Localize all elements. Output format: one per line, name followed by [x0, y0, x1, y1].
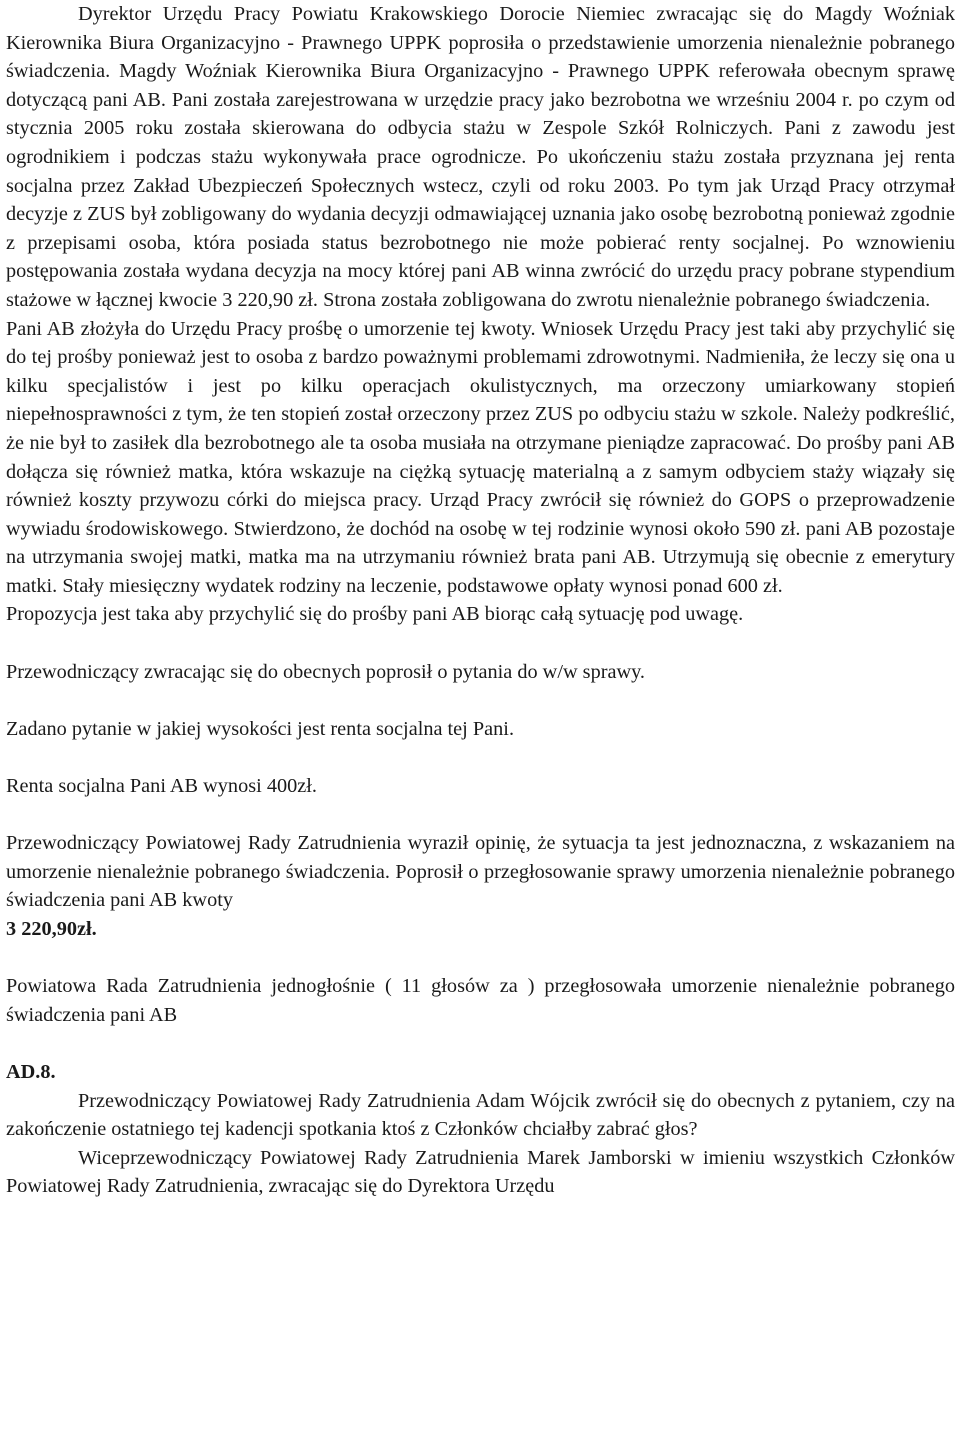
document-page — [6, 0, 955, 1201]
chairman-opinion-text: Przewodniczący Powiatowej Rady Zatrudnienia wyraził opinię, że sytuacja ta jest jednoznaczna, z wskazaniem na umorzenie nienależnie pobranego świadczenia. Poprosił o przegłosowanie sprawy umorzenia nienależnie pobranego świadczenia pani AB kwoty — [6, 832, 955, 912]
agenda-item-heading: AD.8. — [6, 1060, 56, 1083]
paragraph-proposal: Propozycja jest taka aby przychylić się do prośby pani AB biorąc całą sytuację pod uwagę. — [6, 603, 744, 626]
paragraph-spacer — [6, 686, 955, 715]
paragraph-spacer — [6, 743, 955, 772]
paragraph-spacer — [6, 944, 955, 973]
paragraph-vote-result: Powiatowa Rada Zatrudnienia jednogłośnie ( 11 głosów za ) przegłosowała umorzenie nienależnie pobranego świadczenia pani AB — [6, 975, 955, 1026]
paragraph-question-pension: Zadano pytanie w jakiej wysokości jest renta socjalna tej Pani. — [6, 717, 515, 740]
paragraph-director-request: Dyrektor Urzędu Pracy Powiatu Krakowskiego Dorocie Niemiec zwracając się do Magdy Woźniak Kierownika Biura Organizacyjno - Prawnego UPPK poprosiła o przedstawienie umorzenia nienależnie pobranego świadczenia. Magdy Woźniak Kierownika Biura Organizacyjno - Prawnego UPPK referowała obecnym sprawę dotyczącą pani AB. Pani została zarejestrowana w urzędzie pracy jako bezrobotna we wrześniu 2004 r. po czym od stycznia 2005 roku została skierowana do odbycia stażu w Zespole Szkół Rolniczych. Pani z zawodu jest ogrodnikiem i podczas stażu wykonywała prace ogrodnicze. Po ukończeniu stażu została przyznana jej renta socjalna przez Zakład Ubezpieczeń Społecznych wstecz, czyli od roku 2003. Po tym jak Urząd Pracy otrzymał decyzje z ZUS był zobligowany do wydania decyzji odmawiającej uznania jako osobę bezrobotną ponieważ zgodnie z przepisami osoba, która posiada status bezrobotnego nie może pobierać renty socjalnej. Po wznowieniu postępowania została wydana decyzja na mocy której pani AB winna zwrócić do urzędu pracy pobrane stypendium stażowe w łącznej kwocie 3 220,90 zł. Strona została zobligowana do zwrotu nienależnie pobranego świadczenia. — [6, 3, 955, 311]
paragraph-chairman-opinion — [6, 829, 955, 943]
paragraph-closing-question: Przewodniczący Powiatowej Rady Zatrudnienia Adam Wójcik zwrócił się do obecnych z pytaniem, czy na zakończenie ostatniego tej kadencji spotkania ktoś z Członków chciałby zabrać głos? — [6, 1089, 955, 1141]
paragraph-spacer — [6, 801, 955, 830]
paragraph-spacer — [6, 629, 955, 658]
paragraph-chairman-questions: Przewodniczący zwracając się do obecnych poprosił o pytania do w/w sprawy. — [6, 660, 646, 683]
paragraph-spacer — [6, 1029, 955, 1058]
paragraph-pension-amount: Renta socjalna Pani AB wynosi 400zł. — [6, 775, 317, 798]
paragraph-request-for-remission: Pani AB złożyła do Urzędu Pracy prośbę o umorzenie tej kwoty. Wniosek Urzędu Pracy jest taki aby przychylić się do tej prośby ponieważ jest to osoba z bardzo poważnymi problemami zdrowotnymi. Nadmieniła, że leczy się ona u kilku specjalistów i jest po kilku operacjach okulistycznych, ma orzeczony umiarkowany stopień niepełnosprawności z tym, że ten stopień został orzeczony przez ZUS po odbyciu stażu w szkole. Należy podkreślić, że nie był to zasiłek dla bezrobotnego ale ta osoba musiała na otrzymane pieniądze zapracować. Do prośby pani AB dołącza się również matka, która wskazuje na ciężką sytuację materialną a z samym odbyciem staży wiązały się również koszty przywozu córki do miejsca pracy. Urząd Pracy zwrócił się również do GOPS o przeprowadzenie wywiadu środowiskowego. Stwierdzono, że dochód na osobę w tej rodzinie wynosi około 590 zł. pani AB pozostaje na utrzymania swojej matki, matka ma na utrzymaniu również brata pani AB. Utrzymują się obecnie z emerytury matki. Stały miesięczny wydatek rodziny na leczenie, podstawowe opłaty wynosi ponad 600 zł. — [6, 317, 955, 597]
paragraph-vice-chairman: Wiceprzewodniczący Powiatowej Rady Zatrudnienia Marek Jamborski w imieniu wszystkich Członków Powiatowej Rady Zatrudnienia, zwracając się do Dyrektora Urzędu — [6, 1146, 955, 1198]
remission-amount: 3 220,90zł. — [6, 918, 97, 940]
